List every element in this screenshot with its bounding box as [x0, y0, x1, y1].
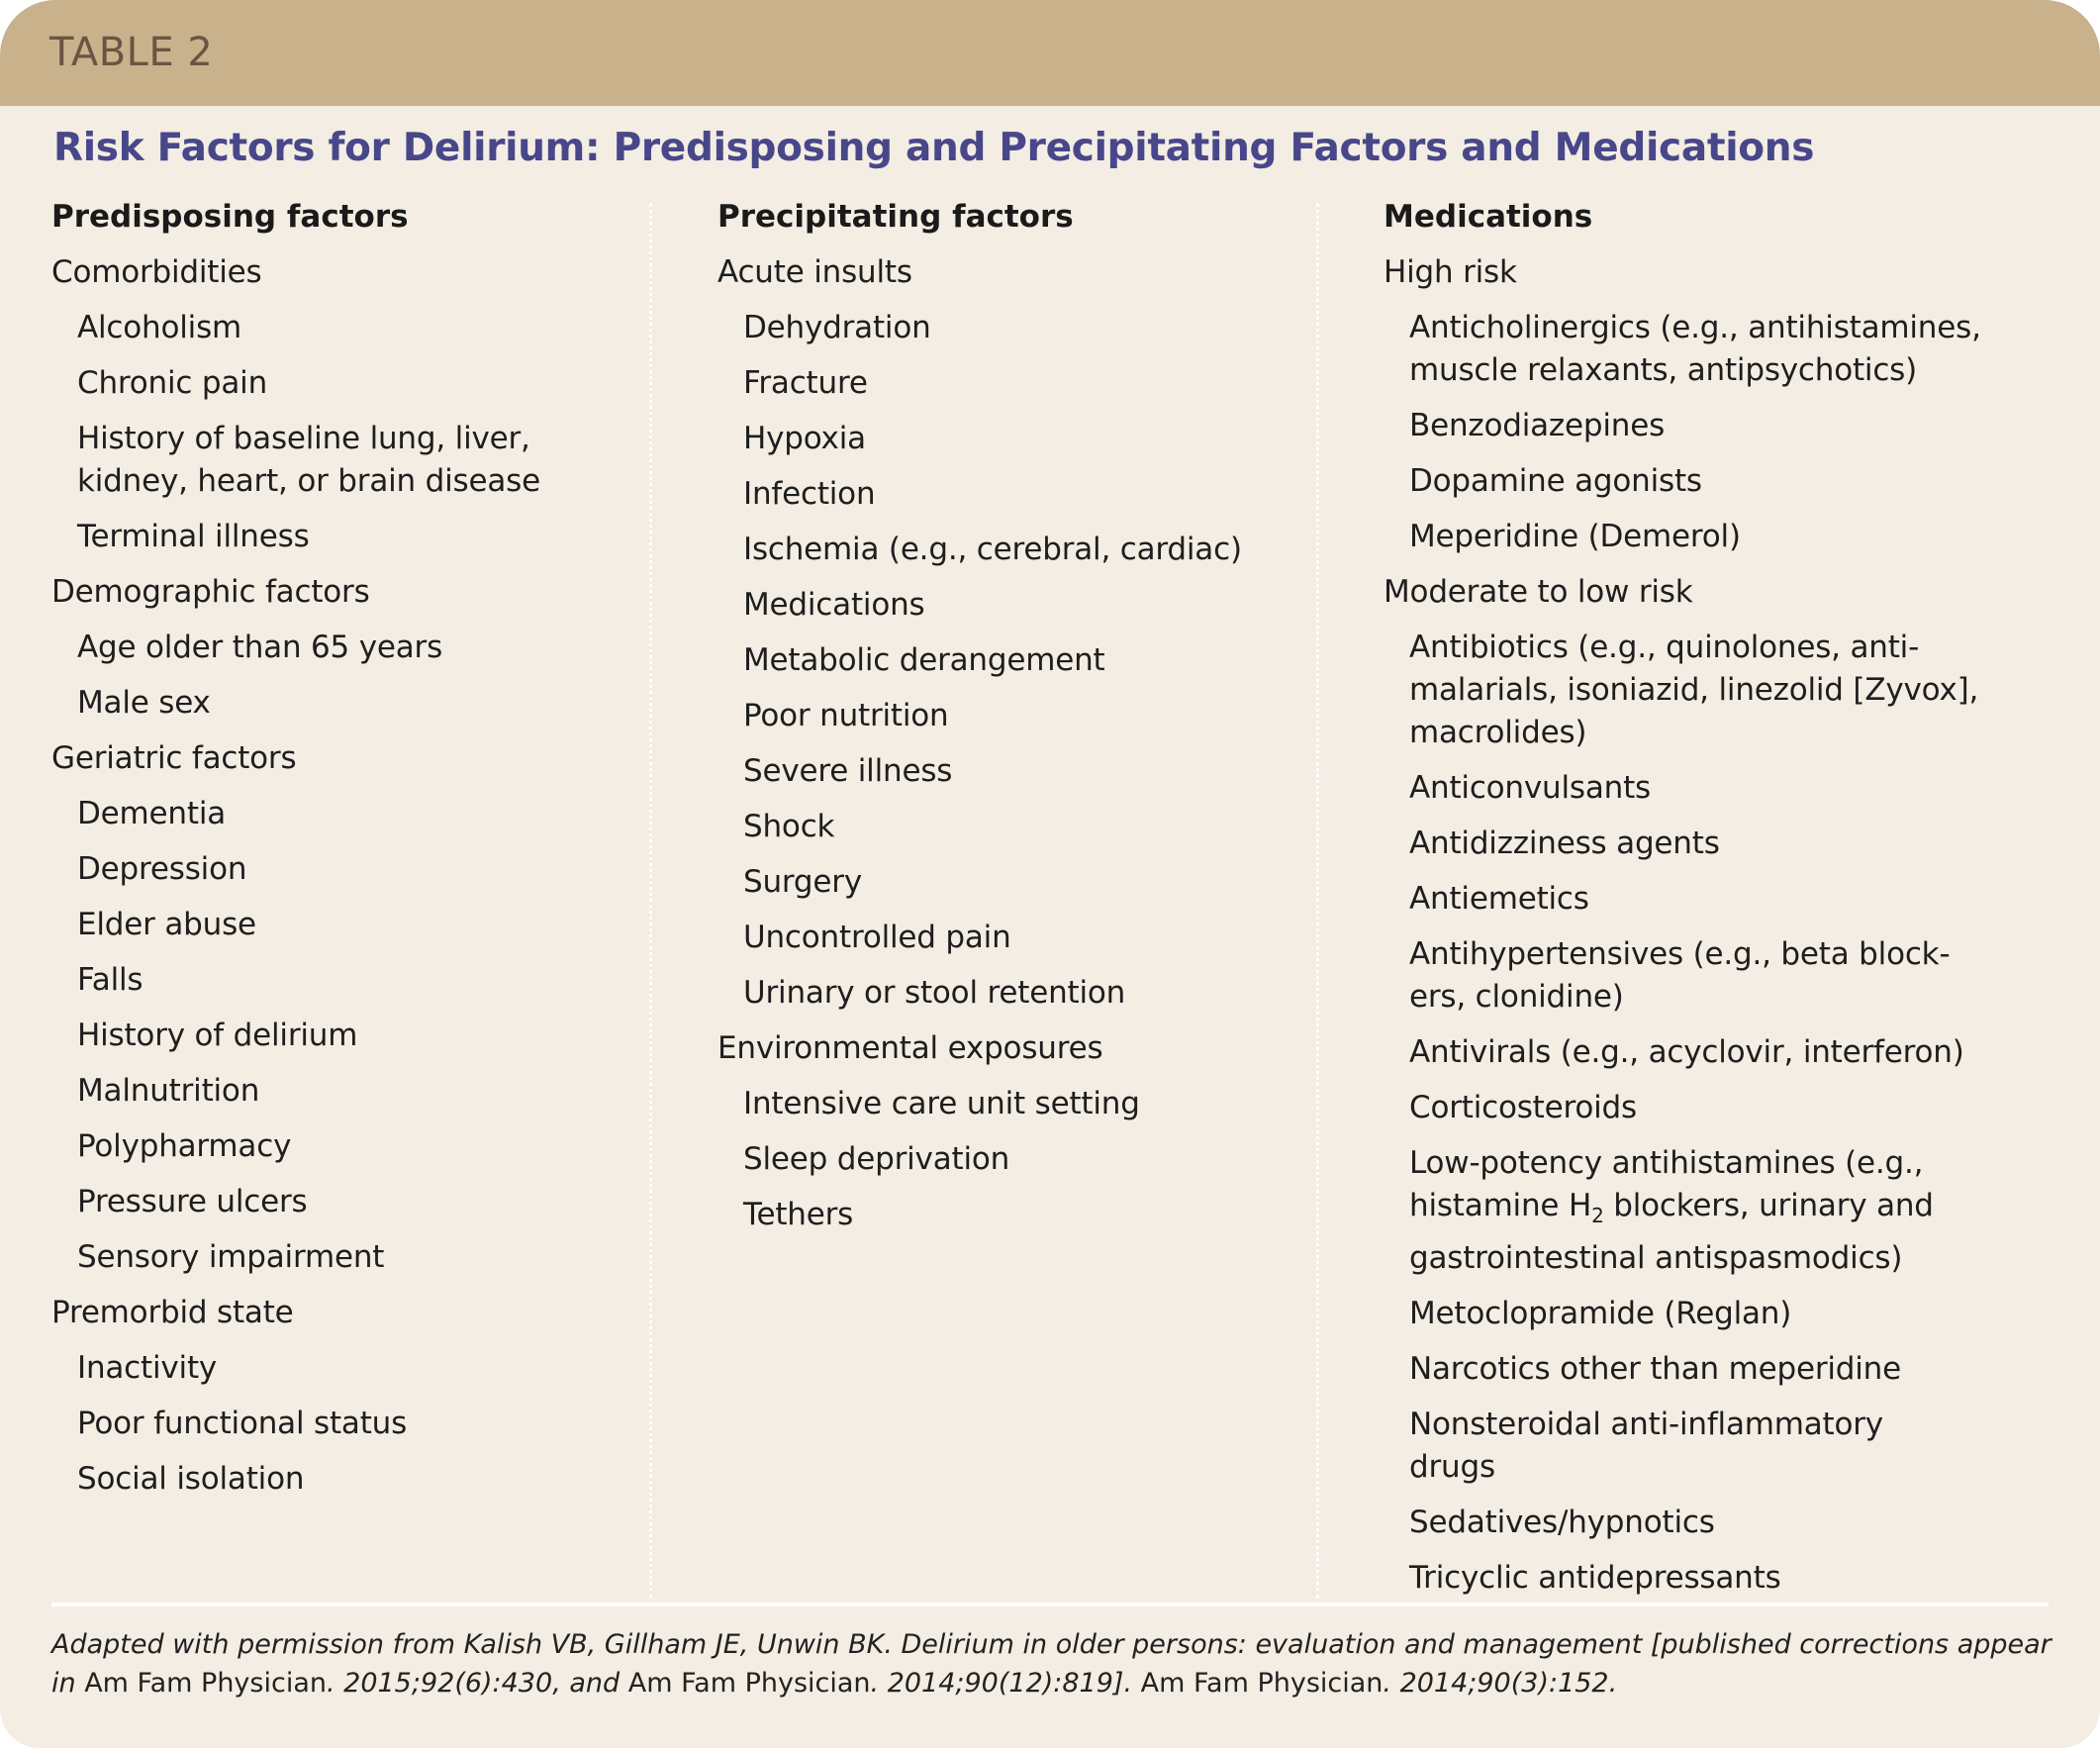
item-text: malarials, isoniazid, linezolid [Zyvox],: [1409, 672, 1979, 708]
item-text: Acute insults: [717, 254, 912, 290]
footnote-text: . 2014;90(3):152.: [1383, 1668, 1618, 1699]
item-text: History of delirium: [77, 1018, 358, 1053]
list-subitem: [717, 516, 1311, 571]
list-subitem: [1384, 865, 2017, 921]
list-subitem: [51, 614, 645, 669]
list-subitem: [51, 503, 645, 558]
item-text: Sedatives/hypnotics: [1409, 1505, 1715, 1541]
item-text: Metoclopramide (Reglan): [1409, 1296, 1792, 1332]
item-text: Sensory impairment: [77, 1239, 385, 1275]
list-category: [51, 558, 645, 614]
subscript-text: 2: [1591, 1204, 1604, 1228]
item-text: Narcotics other than meperidine: [1409, 1351, 1902, 1388]
item-text: Ischemia (e.g., cerebral, cardiac): [743, 532, 1242, 567]
item-text: macrolides): [1409, 715, 1587, 750]
item-text: histamine H: [1409, 1188, 1592, 1223]
item-text: Age older than 65 years: [77, 630, 443, 665]
column-divider: [649, 203, 652, 1599]
list-category: [51, 1279, 645, 1334]
column-precipitating: [717, 196, 1311, 1236]
table-header-band: [0, 0, 2100, 106]
list-subitem: [1384, 810, 2017, 865]
list-subitem: [717, 294, 1311, 349]
journal-name: Am Fam Physician: [1140, 1668, 1384, 1699]
list-subitem: [1384, 392, 2017, 447]
item-text: Sleep deprivation: [743, 1141, 1010, 1177]
column-heading: Precipitating factors: [717, 199, 1074, 235]
item-text: gastrointestinal antispasmodics): [1409, 1240, 1903, 1277]
item-text: Alcoholism: [77, 310, 242, 345]
journal-name: Am Fam Physician: [627, 1668, 871, 1699]
list-subitem: [717, 682, 1311, 737]
item-text: Social isolation: [77, 1461, 305, 1497]
list-subitem: [1384, 1489, 2017, 1544]
item-text: Fracture: [743, 365, 868, 401]
list-subitem: [51, 1168, 645, 1223]
list-subitem: [717, 737, 1311, 793]
list-subitem: [51, 1057, 645, 1113]
item-text: Environmental exposures: [717, 1030, 1103, 1066]
list-subitem: [51, 294, 645, 349]
item-text: Antibiotics (e.g., quinolones, anti-: [1409, 630, 1920, 665]
item-text: Comorbidities: [51, 254, 262, 290]
item-text: muscle relaxants, antipsychotics): [1409, 352, 1918, 388]
item-text: Depression: [77, 851, 247, 887]
footnote-text: . 2014;90(12):819].: [870, 1668, 1141, 1699]
list-subitem: [51, 1334, 645, 1390]
item-text: drugs: [1409, 1449, 1495, 1486]
list-subitem: [51, 1223, 645, 1279]
item-text: Demographic factors: [51, 574, 370, 610]
list-subitem: [1384, 294, 2017, 392]
item-text: Elder abuse: [77, 907, 256, 942]
item-text: Terminal illness: [77, 519, 310, 554]
list-subitem: [717, 405, 1311, 460]
list-subitem: [51, 405, 645, 503]
item-text: Surgery: [743, 864, 862, 900]
list-subitem: [717, 904, 1311, 959]
item-text: Dementia: [77, 796, 227, 831]
list-subitem: [717, 627, 1311, 682]
item-text: Uncontrolled pain: [743, 920, 1011, 955]
item-text: Premorbid state: [51, 1295, 294, 1330]
list-subitem: [1384, 503, 2017, 558]
item-text: Dopamine agonists: [1409, 463, 1702, 499]
item-text: kidney, heart, or brain disease: [77, 463, 540, 499]
list-subitem: [51, 780, 645, 835]
item-text: Shock: [743, 809, 835, 844]
footnote-rule: [51, 1603, 2049, 1606]
list-subitem: [1384, 1391, 2017, 1489]
list-subitem: [51, 349, 645, 405]
list-subitem: [1384, 754, 2017, 810]
item-text: blockers, urinary and: [1603, 1188, 1934, 1223]
list-subitem: [51, 1445, 645, 1501]
list-subitem: [1384, 1280, 2017, 1335]
list-subitem: [1384, 1544, 2017, 1600]
item-text: History of baseline lung, liver,: [77, 421, 530, 456]
item-text: ers, clonidine): [1409, 979, 1624, 1015]
column-heading: Medications: [1384, 199, 1593, 235]
item-text: Tethers: [743, 1197, 854, 1232]
column-heading: Predisposing factors: [51, 199, 409, 235]
list-subitem: [51, 1113, 645, 1168]
list-subitem: [717, 793, 1311, 848]
table-title: Risk Factors for Delirium: Predisposing and Precipitating Factors and Medications: [53, 126, 1815, 170]
item-text: Urinary or stool retention: [743, 975, 1126, 1011]
list-subitem: [51, 1002, 645, 1057]
item-text: Antihypertensives (e.g., beta block-: [1409, 936, 1951, 972]
list-subitem: [51, 1390, 645, 1445]
list-subitem: [51, 835, 645, 891]
column-divider: [1316, 203, 1319, 1599]
item-text: Poor nutrition: [743, 698, 949, 733]
item-text: Low-potency antihistamines (e.g.,: [1409, 1145, 1924, 1181]
list-subitem: [717, 959, 1311, 1015]
list-subitem: [717, 571, 1311, 627]
list-subitem: [717, 349, 1311, 405]
list-subitem: [717, 1070, 1311, 1125]
item-text: Infection: [743, 476, 876, 512]
item-text: Dehydration: [743, 310, 931, 345]
list-subitem: [717, 460, 1311, 516]
item-text: Antidizziness agents: [1409, 826, 1720, 861]
item-text: Inactivity: [77, 1350, 218, 1386]
item-text: Nonsteroidal anti-inflammatory: [1409, 1407, 1883, 1443]
item-text: Anticonvulsants: [1409, 770, 1651, 806]
list-subitem: [51, 946, 645, 1002]
item-text: Intensive care unit setting: [743, 1086, 1140, 1121]
item-text: Corticosteroids: [1409, 1090, 1637, 1125]
item-text: Malnutrition: [77, 1073, 260, 1109]
list-subitem: [1384, 921, 2017, 1019]
journal-name: Am Fam Physician: [84, 1668, 327, 1699]
list-subitem: [717, 848, 1311, 904]
list-subitem: [717, 1181, 1311, 1236]
footnote: [51, 1625, 2060, 1702]
list-category: [51, 239, 645, 294]
item-text: Polypharmacy: [77, 1128, 292, 1164]
list-category: [1384, 558, 2017, 614]
item-text: Geriatric factors: [51, 740, 297, 776]
item-text: Moderate to low risk: [1384, 574, 1693, 610]
list-category: [51, 725, 645, 780]
item-text: Benzodiazepines: [1409, 408, 1666, 443]
item-text: High risk: [1384, 254, 1517, 290]
list-subitem: [1384, 1335, 2017, 1391]
item-text: Chronic pain: [77, 365, 268, 401]
table-label: TABLE 2: [49, 30, 214, 75]
list-subitem: [51, 669, 645, 725]
list-subitem: [717, 1125, 1311, 1181]
column-predisposing: [51, 196, 645, 1501]
item-text: Antiemetics: [1409, 881, 1589, 917]
footnote-text: Adapted with permission from Kalish VB, Gillham JE, Unwin BK. Delirium in older persons: evaluation and management [published corrections appear in: [51, 1629, 2052, 1699]
item-text: Poor functional status: [77, 1406, 408, 1441]
item-text: Severe illness: [743, 753, 953, 789]
list-subitem: [1384, 1074, 2017, 1129]
item-text: Meperidine (Demerol): [1409, 519, 1741, 554]
column-medications: [1384, 196, 2017, 1600]
list-subitem: [1384, 1019, 2017, 1074]
item-text: Antivirals (e.g., acyclovir, interferon): [1409, 1034, 1964, 1070]
item-text: Anticholinergics (e.g., antihistamines,: [1409, 310, 1981, 345]
item-text: Tricyclic antidepressants: [1409, 1560, 1781, 1597]
list-category: [717, 1015, 1311, 1070]
item-text: Hypoxia: [743, 421, 866, 456]
item-text: Medications: [743, 587, 925, 623]
item-text: Pressure ulcers: [77, 1184, 308, 1219]
list-subitem: [1384, 614, 2017, 754]
list-subitem: [1384, 447, 2017, 503]
list-category: [717, 239, 1311, 294]
item-text: Male sex: [77, 685, 211, 721]
item-text: Metabolic derangement: [743, 642, 1105, 678]
list-subitem: [51, 891, 645, 946]
list-subitem: [1384, 1129, 2017, 1280]
item-text: Falls: [77, 962, 143, 998]
list-category: [1384, 239, 2017, 294]
footnote-text: . 2015;92(6):430, and: [326, 1668, 628, 1699]
